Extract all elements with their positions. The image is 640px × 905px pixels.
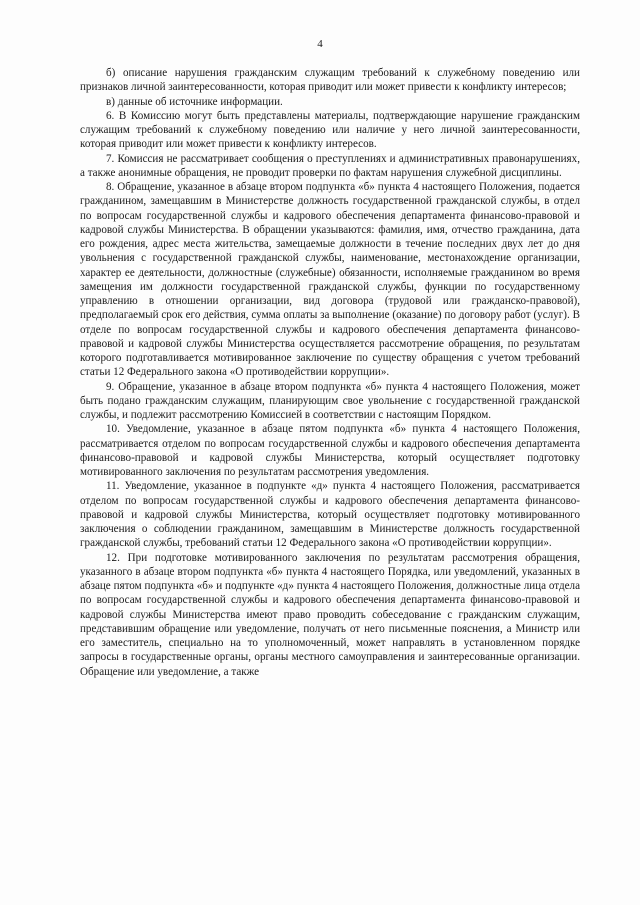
paragraph-8: 8. Обращение, указанное в абзаце втором подпункта «б» пункта 4 настоящего Положения, подается гражданином, замещавшим в Министерстве должность государственной гражданской службы, в отдел по вопросам государственной службы и кадрового обеспечения департамента финансово-правовой и кадровой службы Министерства. В обращении указываются: фамилия, имя, отчество гражданина, дата его рождения, адрес места жительства, замещаемые должности в течение последних двух лет до дня увольнения с государственной гражданской службы, наименование, местонахождение организации, характер ее деятельности, должностные (служебные) обязанности, исполняемые гражданином во время замещения им должности государственной гражданской службы, функции по государственному управлению в отношении организации, вид договора (трудовой или гражданско-правовой), предполагаемый срок его действия, сумма оплаты за выполнение (оказание) по договору работ (услуг). В отделе по вопросам государственной службы и кадрового обеспечения департамента финансово-правовой и кадровой службы Министерства осуществляется рассмотрение обращения, по результатам которого подготавливается мотивированное заключение по существу обращения с учетом требований статьи 12 Федерального закона «О противодействии коррупции». [80,181,580,379]
paragraph-11: 11. Уведомление, указанное в подпункте «д» пункта 4 настоящего Положения, рассматривается отделом по вопросам государственной службы и кадрового обеспечения департамента финансово-правовой и кадровой службы Министерства, который осуществляет подготовку мотивированного заключения о соблюдении гражданином, замещавшим в Министерстве должность государственной гражданской службы, требований статьи 12 Федерального закона «О противодействии коррупции». [80,480,580,550]
paragraph-9: 9. Обращение, указанное в абзаце втором подпункта «б» пункта 4 настоящего Положения, может быть подано гражданским служащим, планирующим свое увольнение с государственной гражданской службы, и подлежит рассмотрению Комиссией в соответствии с настоящим Порядком. [80,380,580,421]
paragraph-b-violation-description: б) описание нарушения гражданским служащим требований к служебному поведению или признаков личной заинтересованности, которая приводит или может привести к конфликту интересов; [80,67,580,94]
paragraph-10: 10. Уведомление, указанное в абзаце пятом подпункта «б» пункта 4 настоящего Положения, рассматривается отделом по вопросам государственной службы и кадрового обеспечения департамента финансово-правовой и кадровой службы Министерства, который осуществляет подготовку мотивированного заключения по результатам рассмотрения уведомления. [80,423,580,478]
document-body [80,66,580,679]
paragraph-7: 7. Комиссия не рассматривает сообщения о преступлениях и административных правонарушениях, а также анонимные обращения, не проводит проверки по фактам нарушения служебной дисциплины. [80,152,580,179]
paragraph-v-information-source: в) данные об источнике информации. [106,95,283,108]
paragraph-12: 12. При подготовке мотивированного заключения по результатам рассмотрения обращения, указанного в абзаце втором подпункта «б» пункта 4 настоящего Порядка, или уведомлений, указанных в абзаце пятом подпункта «б» и подпункте «д» пункта 4 настоящего Положения, должностные лица отдела по вопросам государственной службы и кадрового обеспечения департамента финансово-правовой и кадровой службы Министерства имеют право проводить собеседование с гражданским служащим, представившим обращение или уведомление, получать от него письменные пояснения, а Министр или его заместитель, специально на то уполномоченный, может направлять в установленном порядке запросы в государственные органы, органы местного самоуправления и заинтересованные организации. Обращение или уведомление, а также [80,551,580,678]
page-number: 4 [317,38,323,50]
paragraph-6: 6. В Комиссию могут быть представлены материалы, подтверждающие нарушение гражданским служащим требований к служебному поведению или наличие у него личной заинтересованности, которая приводит или может привести к конфликту интересов. [80,109,580,151]
